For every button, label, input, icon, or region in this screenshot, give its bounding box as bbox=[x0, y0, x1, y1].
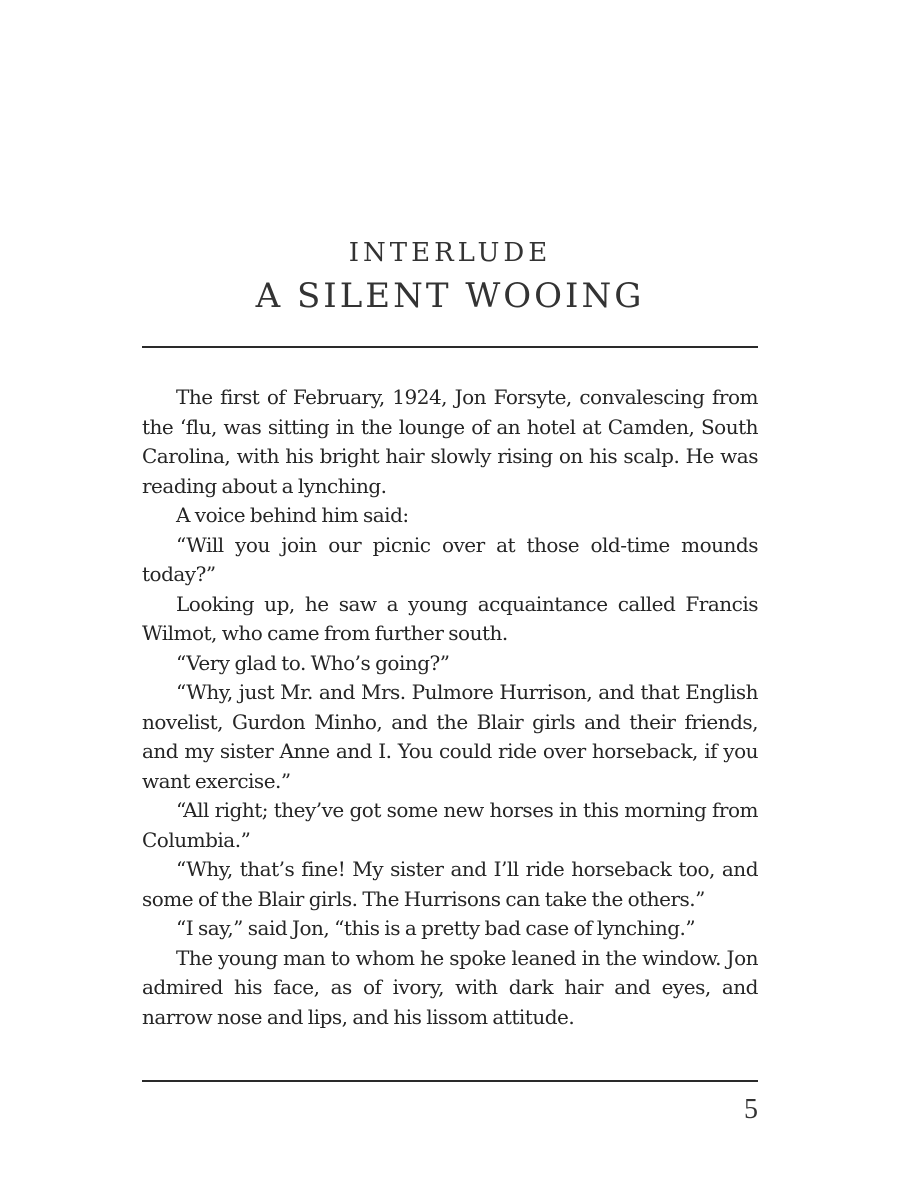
page-number: 5 bbox=[744, 1094, 758, 1125]
paragraph: “Will you join our picnic over at those old-time mounds today?” bbox=[142, 532, 758, 586]
chapter-title: A SILENT WOOING bbox=[255, 276, 645, 316]
paragraph: “All right; they’ve got some new horses in this morning from Columbia.” bbox=[142, 798, 758, 852]
paragraph: “Why, just Mr. and Mrs. Pulmore Hurrison, and that English novelist, Gurdon Minho, and the Blair girls and their friends, and my sister Anne and I. You could ride over horseback, if you want exercise.” bbox=[142, 680, 758, 793]
top-rule bbox=[142, 346, 758, 348]
paragraph: The first of February, 1924, Jon Forsyte, convalescing from the ‘flu, was sitting in the lounge of an hotel at Camden, South Carolina, with his bright hair slowly rising on his scalp. He was reading about a lynching. bbox=[142, 385, 758, 498]
paragraph: A voice behind him said: bbox=[176, 503, 409, 527]
paragraph: “I say,” said Jon, “this is a pretty bad case of lynching.” bbox=[176, 916, 696, 940]
paragraph: “Why, that’s fine! My sister and I’ll ride horseback too, and some of the Blair girls. The Hurrisons can take the others.” bbox=[142, 857, 758, 911]
body-text bbox=[142, 383, 758, 1032]
paragraph: “Very glad to. Who’s going?” bbox=[176, 650, 450, 675]
bottom-rule bbox=[142, 1080, 758, 1082]
chapter-label: INTERLUDE bbox=[348, 238, 552, 268]
paragraph: Looking up, he saw a young acquaintance called Francis Wilmot, who came from further south. bbox=[142, 591, 758, 645]
paragraph: The young man to whom he spoke leaned in the window. Jon admired his face, as of ivory, with dark hair and eyes, and narrow nose and lips, and his lissom attitude. bbox=[142, 945, 758, 1029]
